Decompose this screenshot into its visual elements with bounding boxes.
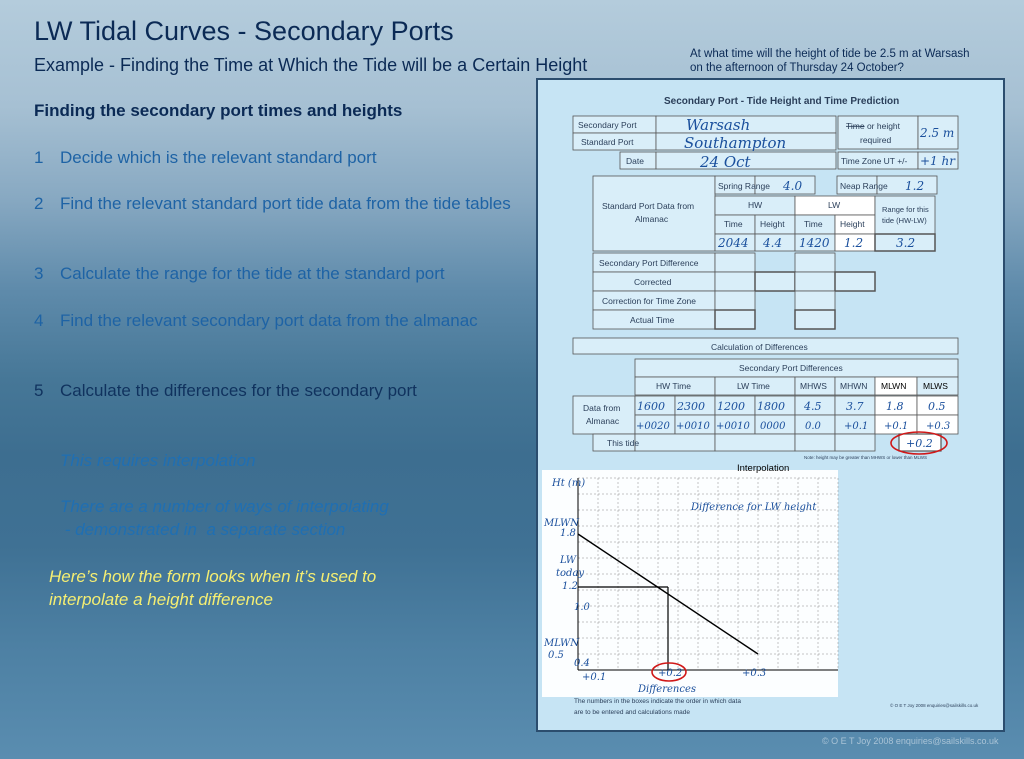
label-note: Note: height may be greater than MHWS or lower than MLWS: [804, 455, 927, 460]
note-interpolation: This requires interpolation: [60, 451, 256, 470]
slide-subtitle: Example - Finding the Time at Which the Tide will be a Certain Height: [34, 55, 588, 75]
label-actual-time: Actual Time: [630, 315, 675, 325]
slide-title: LW Tidal Curves - Secondary Ports: [34, 16, 454, 46]
label-time-or-height: [846, 121, 901, 131]
diff-lw-corr-1: +0010: [716, 421, 750, 432]
label-almanac: Almanac: [586, 416, 620, 426]
diff-mlwn-corr: +0.1: [884, 421, 909, 432]
label-this-tide: This tide: [607, 438, 640, 448]
yellow-note-1: Here’s how the form looks when it’s used to: [49, 567, 377, 586]
graph-val-05: 0.5: [548, 650, 564, 661]
value-lw-height: 1.2: [844, 236, 864, 250]
step-text: Find the relevant secondary port data from the almanac: [60, 311, 478, 330]
label-calc-diff: Calculation of Differences: [711, 342, 808, 352]
label-neap-range: Neap Range: [840, 181, 888, 191]
step-text: Calculate the differences for the secondary port: [60, 381, 417, 400]
note-methods-2: - demonstrated in a separate section: [60, 520, 346, 539]
label-time-hw: Time: [724, 219, 743, 229]
label-standard-port: Standard Port: [581, 137, 634, 147]
label-data-from: Data from: [583, 403, 621, 413]
step-text: Find the relevant standard port tide data from the tide tables: [60, 194, 511, 213]
value-neap-range: 1.2: [905, 179, 925, 193]
label-mhws: MHWS: [800, 381, 827, 391]
value-date: 24 Oct: [700, 153, 751, 171]
value-range: 3.2: [896, 236, 916, 250]
diff-mhwn-corr: +0.1: [844, 421, 869, 432]
diff-lw-time-2: 1800: [757, 400, 785, 413]
yellow-note-2: interpolate a height difference: [49, 590, 273, 609]
label-date: Date: [626, 156, 644, 166]
label-sec-port-diffs: Secondary Port Differences: [739, 363, 843, 373]
diff-mhws: 4.5: [804, 400, 822, 413]
note-methods-1: There are a number of ways of interpolating: [60, 497, 389, 516]
diff-mlws: 0.5: [928, 400, 946, 413]
graph-x-01: +0.1: [582, 672, 607, 683]
question: [690, 47, 1010, 75]
label-height-lw: Height: [840, 219, 865, 229]
graph-today: today: [556, 568, 585, 579]
diff-mlwn: 1.8: [886, 400, 904, 413]
graph-title: Difference for LW height: [691, 502, 817, 513]
tide-form: [536, 78, 1005, 732]
value-secondary-port: Warsash: [686, 116, 751, 134]
form-footer-2: are to be entered and calculations made: [574, 709, 690, 716]
value-height-required: 2.5 m: [920, 126, 955, 140]
value-standard-port: Southampton: [684, 134, 787, 152]
diff-lw-time-1: 1200: [717, 400, 745, 413]
diff-mlws-corr: +0.3: [926, 421, 951, 432]
value-this-tide-mlwn: +0.2: [906, 437, 933, 450]
slide-copyright: © O E T Joy 2008 enquiries@sailskills.co.uk: [822, 736, 999, 746]
question-line-2: on the afternoon of Thursday 24 October?: [690, 62, 904, 74]
section-heading: Finding the secondary port times and heights: [34, 101, 403, 120]
step-number: 4: [34, 311, 44, 330]
graph-val-18: 1.8: [560, 528, 576, 539]
diff-hw-time-2: 2300: [677, 400, 705, 413]
label-sec-port-diff: Secondary Port Difference: [599, 258, 699, 268]
label-interpolation: Interpolation: [737, 463, 790, 474]
label-secondary-port: Secondary Port: [578, 120, 637, 130]
value-spring-range: 4.0: [783, 179, 803, 193]
graph-val-04: 0.4: [574, 658, 590, 669]
label-mlws: MLWS: [923, 381, 948, 391]
graph-x-02: +0.2: [658, 668, 683, 679]
value-hw-height: 4.4: [763, 236, 783, 250]
step-text: Decide which is the relevant standard port: [60, 148, 377, 167]
label-time-zone: Time Zone UT +/-: [841, 156, 908, 166]
form-copyright: © O E T Joy 2008 enquiries@sailskills.co.uk: [890, 703, 979, 708]
diff-lw-corr-2: 0000: [760, 421, 786, 432]
label-correction-tz: Correction for Time Zone: [602, 296, 697, 306]
label-lw-time: LW Time: [737, 381, 770, 391]
graph-mlwn-top: MLWN: [544, 518, 580, 529]
label-mlwn: MLWN: [881, 381, 907, 391]
value-lw-time: 1420: [799, 236, 830, 250]
label-lw: LW: [828, 200, 841, 210]
graph-x-03: +0.3: [742, 668, 767, 679]
label-std-port-data-1: Standard Port Data from: [602, 201, 695, 211]
label-or-height: or height: [864, 121, 901, 131]
question-line-1: At what time will the height of tide be 2.5 m at Warsash: [690, 48, 970, 60]
graph-lw: LW: [560, 555, 577, 566]
step-number: 1: [34, 148, 44, 167]
diff-hw-corr-1: +0020: [636, 421, 670, 432]
step-number: 5: [34, 381, 44, 400]
diff-mhws-corr: 0.0: [805, 421, 821, 432]
value-time-zone: +1 hr: [920, 154, 955, 168]
label-corrected: Corrected: [634, 277, 672, 287]
label-hw-time: HW Time: [656, 381, 691, 391]
graph-ylabel: Ht (m): [552, 478, 586, 489]
label-height-hw: Height: [760, 219, 785, 229]
graph-val-12: 1.2: [562, 581, 578, 592]
graph-mlwn-bottom: MLWN: [544, 638, 580, 649]
label-required: required: [860, 135, 892, 145]
label-time-lw: Time: [804, 219, 823, 229]
label-hw: HW: [748, 200, 763, 210]
label-time-struck: Time: [846, 121, 865, 131]
label-mhwn: MHWN: [840, 381, 868, 391]
diff-mhwn: 3.7: [846, 400, 864, 413]
tide-form-svg: [538, 80, 1007, 734]
form-title: Secondary Port - Tide Height and Time Prediction: [664, 96, 900, 107]
label-std-port-data-2: Almanac: [635, 214, 669, 224]
step-number: 2: [34, 194, 44, 213]
label-range-1: Range for this: [882, 205, 929, 214]
step-number: 3: [34, 264, 44, 283]
form-footer-1: The numbers in the boxes indicate the order in which data: [574, 698, 741, 705]
label-spring-range: Spring Range: [718, 181, 770, 191]
value-hw-time: 2044: [718, 236, 749, 250]
diff-hw-time-1: 1600: [637, 400, 665, 413]
diff-hw-corr-2: +0010: [676, 421, 710, 432]
step-text: Calculate the range for the tide at the standard port: [60, 264, 445, 283]
label-range-2: tide (HW-LW): [882, 216, 927, 225]
graph-xlabel: Differences: [638, 684, 697, 695]
graph-val-10: 1.0: [574, 602, 590, 613]
